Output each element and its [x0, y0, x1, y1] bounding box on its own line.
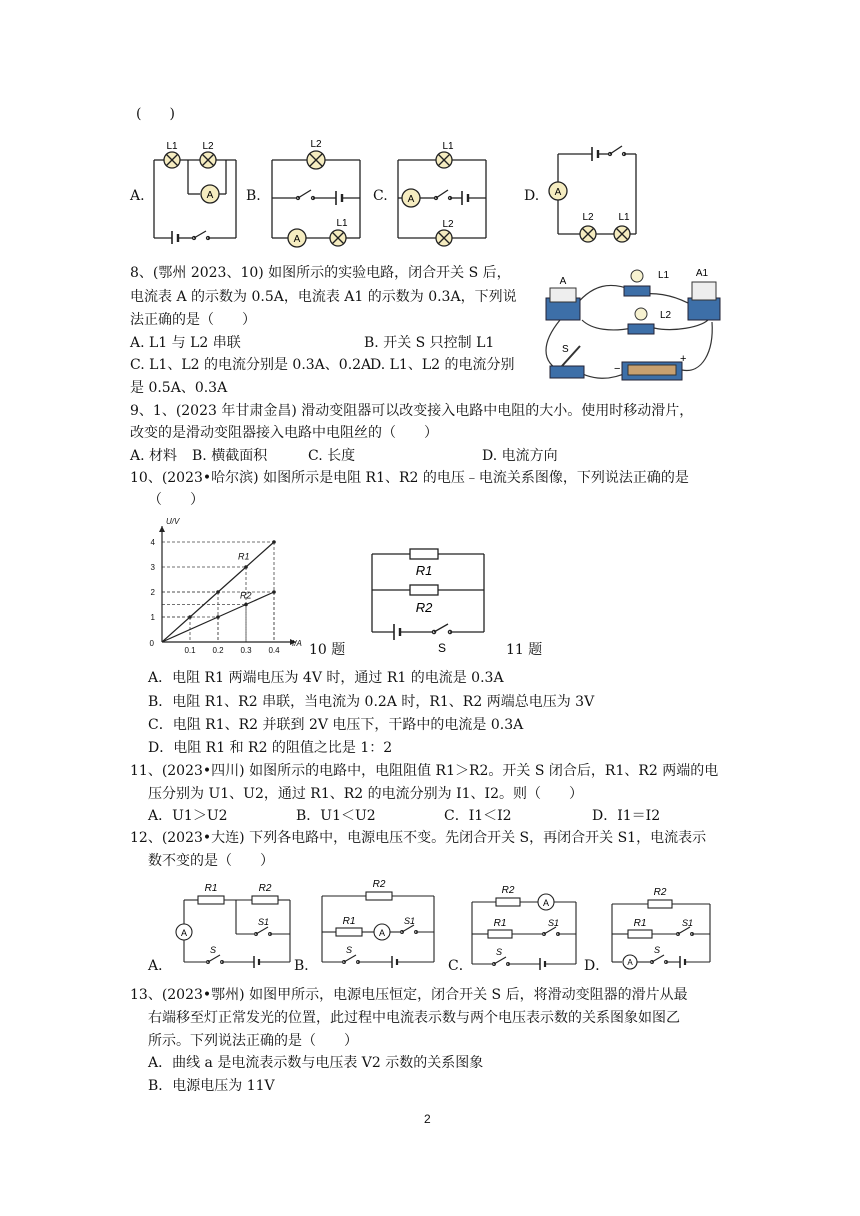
q7-circuit-d [544, 138, 644, 248]
s-label: S [346, 945, 353, 955]
q13-line-1: 13、(2023•鄂州) 如图甲所示，电源电压恒定，闭合开关 S 后，将滑动变阻器的滑片从最 [130, 987, 688, 1003]
page-number: 2 [424, 1112, 431, 1126]
y-axis-label: U/V [166, 517, 180, 526]
q10-option-d: D．电阻 R1 和 R2 的阻值之比是 1：2 [148, 740, 393, 756]
q13-option-b: B．电源电压为 11V [148, 1078, 275, 1094]
q7-option-c: C. [373, 188, 388, 204]
q12-line-2: 数不变的是（ ） [148, 853, 274, 869]
s-label: S [210, 945, 217, 955]
q11-option-d: D．I1＝I2 [592, 808, 661, 824]
r1-label: R1 [342, 916, 356, 927]
q12-circuit-c [466, 880, 582, 972]
s1-label: S1 [404, 916, 416, 926]
y-tick-label: 4 [150, 538, 155, 547]
x-axis-label: I/A [292, 639, 302, 648]
ammeter-label: A [627, 958, 633, 967]
q7-paren: ( ) [136, 106, 175, 122]
q10-option-a: A．电阻 R1 两端电压为 4V 时，通过 R1 的电流是 0.3A [148, 670, 504, 686]
s-label: S [654, 945, 661, 955]
ammeter-label: A [378, 928, 386, 938]
q11-option-b: B．U1＜U2 [296, 808, 376, 824]
x-tick-label: 0.4 [268, 646, 280, 655]
ammeter-label: A [180, 928, 188, 938]
l1-label: L1 [618, 212, 630, 223]
l1-label: L1 [336, 218, 348, 229]
q11-option-a: A．U1＞U2 [148, 808, 228, 824]
q12-option-b: B． [294, 958, 319, 974]
data-point [244, 603, 248, 607]
r1-label: R1 [204, 883, 218, 894]
x-tick-label: 0.1 [184, 646, 196, 655]
q10-figure-caption: 10 题 [309, 642, 346, 658]
origin-label: 0 [149, 639, 154, 648]
ammeter-label: A [293, 234, 301, 245]
bulb-l1-label: L1 [658, 270, 670, 281]
y-tick-label: 3 [150, 563, 155, 572]
l2-label: L2 [202, 141, 214, 152]
q12-circuit-d [606, 884, 716, 970]
q9-line-1: 9、1、(2023 年甘肃金昌) 滑动变阻器可以改变接入电路中电阻的大小。使用时移动滑片， [130, 403, 694, 419]
l2-label: L2 [442, 219, 454, 230]
data-point [244, 565, 248, 569]
q10-option-b: B．电阻 R1、R2 串联，当电流为 0.2A 时，R1、R2 两端总电压为 3V [148, 694, 595, 710]
r2-label: R2 [653, 887, 667, 898]
s1-label: S1 [258, 917, 270, 927]
q7-option-d: D. [524, 188, 540, 204]
r1-label: R1 [633, 918, 647, 929]
q8-option-a: A. L1 与 L2 串联 [130, 335, 241, 351]
x-tick-label: 0.3 [240, 646, 252, 655]
r2-label: R2 [415, 600, 433, 615]
r2-label: R2 [372, 879, 386, 890]
switch-s-label: S [437, 641, 447, 654]
data-point [272, 590, 276, 594]
q9-option-a: A. 材料 [130, 448, 178, 464]
s1-label: S1 [682, 918, 694, 928]
x-tick-label: 0.2 [212, 646, 224, 655]
q12-circuit-a [170, 878, 294, 970]
q7-circuit-b [266, 138, 366, 248]
q11-option-c: C．I1＜I2 [444, 808, 512, 824]
ammeter-label: A [554, 187, 562, 198]
l1-label: L1 [442, 141, 454, 152]
q13-option-a: A．曲线 a 是电流表示数与电压表 V2 示数的关系图象 [148, 1055, 484, 1071]
data-point [216, 615, 220, 619]
q7-circuit-c [392, 138, 492, 248]
q11-line-1: 11、(2023•四川) 如图所示的电路中，电阻阻值 R1＞R2。开关 S 闭合后，R1、R2 两端的电 [130, 763, 719, 779]
q8-line-2: 电流表 A 的示数为 0.5A，电流表 A1 的示数为 0.3A，下列说 [130, 289, 517, 305]
q8-option-d-line-1: D. L1、L2 的电流分别 [370, 357, 515, 373]
y-tick-label: 2 [150, 588, 155, 597]
q7-option-a: A. [130, 188, 145, 204]
data-point [272, 540, 276, 544]
q8-option-c: C. L1、L2 的电流分别是 0.3A、0.2A [130, 357, 372, 373]
q7-circuit-a [148, 138, 244, 244]
q11-line-2: 压分别为 U1、U2，通过 R1、R2 的电流分别为 I1、I2。则（ ） [148, 786, 583, 802]
q11-figure-caption: 11 题 [506, 642, 543, 658]
series-label-r2: R2 [240, 590, 252, 601]
switch-s-label: S [562, 344, 569, 355]
q9-line-2: 改变的是滑动变阻器接入电路中电阻丝的（ ） [130, 425, 438, 441]
q12-line-1: 12、(2023•大连) 下列各电路中，电源电压不变。先闭合开关 S，再闭合开关 S1，电流表示 [130, 830, 707, 846]
ammeter-label: A [542, 898, 550, 908]
r1-label: R1 [493, 918, 507, 929]
r1-label: R1 [415, 563, 433, 578]
y-axis-arrow [159, 526, 165, 532]
r2-label: R2 [258, 883, 272, 894]
l2-label: L2 [582, 212, 594, 223]
q12-option-a: A． [148, 958, 173, 974]
q13-line-2: 右端移至灯正常发光的位置，此过程中电流表示数与两个电压表示数的关系图象如图乙 [148, 1010, 680, 1026]
l2-label: L2 [310, 139, 322, 150]
q8-experiment-figure [532, 262, 728, 386]
bulb-l2-label: L2 [660, 310, 672, 321]
q8-option-b: B. 开关 S 只控制 L1 [364, 335, 495, 351]
q10-option-c: C．电阻 R1、R2 并联到 2V 电压下，干路中的电流是 0.3A [148, 717, 524, 733]
q8-option-d-line-2: 是 0.5A、0.3A [130, 380, 228, 396]
q12-option-d: D． [584, 958, 610, 974]
q12-option-c: C． [448, 958, 473, 974]
ammeter-label: A [206, 190, 214, 201]
l1-label: L1 [166, 141, 178, 152]
q9-option-c: C. 长度 [308, 448, 356, 464]
q7-option-b: B. [246, 188, 261, 204]
data-point [188, 615, 192, 619]
r2-label: R2 [501, 885, 515, 896]
q12-circuit-b [316, 874, 440, 970]
q8-line-1: 8、(鄂州 2023、10) 如图所示的实验电路，闭合开关 S 后， [130, 265, 511, 281]
y-tick-label: 1 [150, 613, 155, 622]
battery-plus-label: + [680, 353, 687, 365]
s1-label: S1 [548, 918, 560, 928]
battery-minus-label: − [614, 363, 621, 375]
series-label-r1: R1 [238, 551, 250, 562]
s-label: S [496, 947, 503, 957]
ammeter-label: A [407, 194, 415, 205]
q8-line-3: 法正确的是（ ） [130, 312, 256, 328]
q9-option-d: D. 电流方向 [482, 448, 558, 464]
q11-circuit [366, 542, 490, 654]
q10-ui-chart [140, 512, 308, 658]
q9-option-b: B. 横截面积 [192, 448, 268, 464]
ammeter-a1-label: A1 [695, 268, 709, 279]
data-point [216, 590, 220, 594]
q10-line-1: 10、(2023•哈尔滨) 如图所示是电阻 R1、R2 的电压﹣电流关系图像，下列说法正确的是 [130, 470, 689, 486]
q13-line-3: 所示。下列说法正确的是（ ） [148, 1033, 358, 1049]
q10-line-2: （ ） [148, 492, 204, 508]
ammeter-a-label: A [559, 276, 567, 287]
